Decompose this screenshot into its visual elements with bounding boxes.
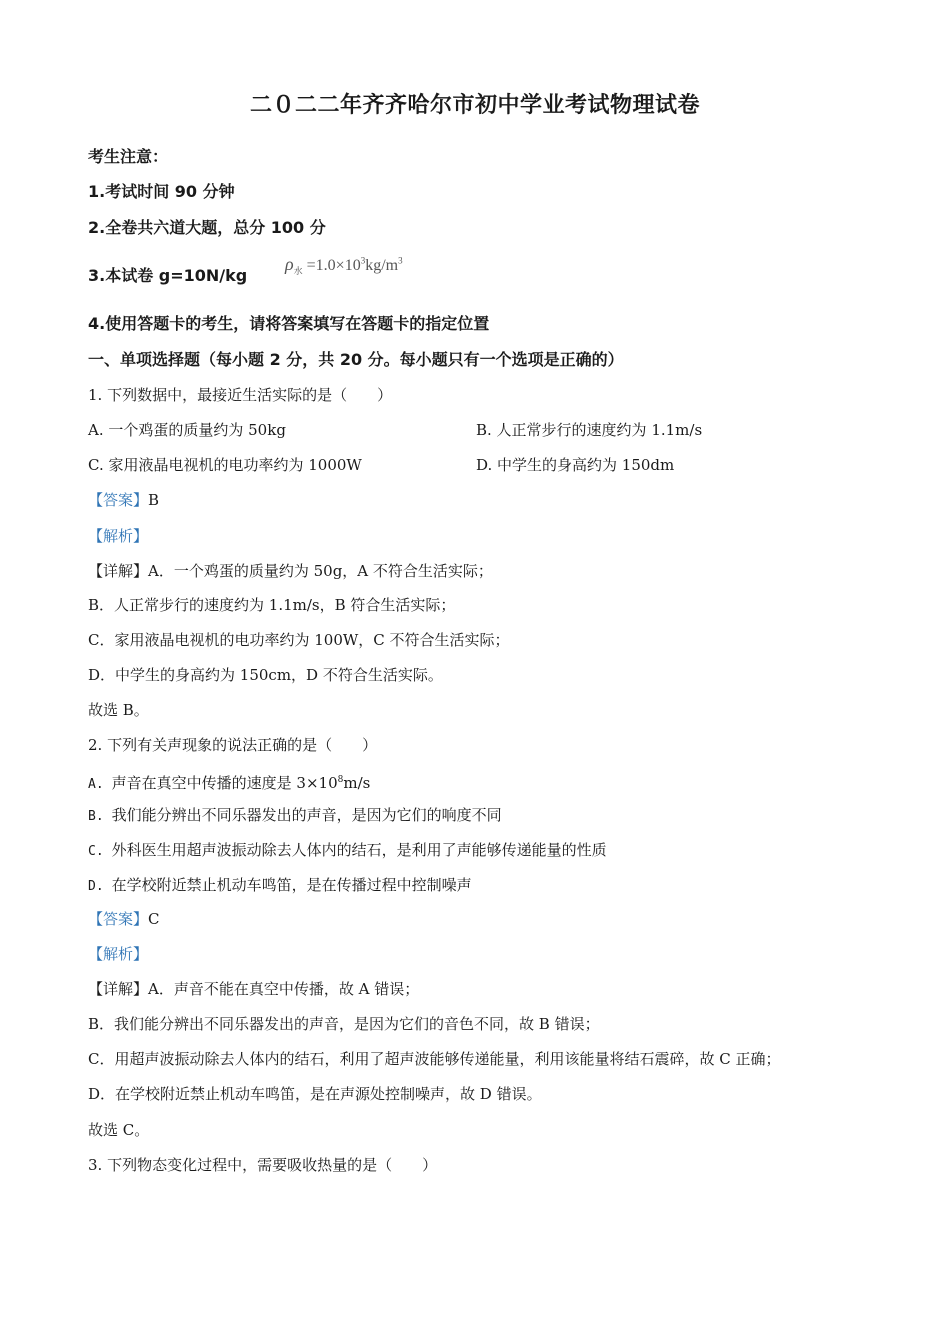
notice-item-2: 2.全卷共六道大题，总分 100 分 bbox=[88, 218, 326, 237]
water-density-formula: $\rho_水 =1.0\times 10^3kg/m^3$ bbox=[285, 254, 403, 277]
q2-detail-3: C．用超声波振动除去人体内的结石，利用了超声波能够传递能量，利用该能量将结石震碎，故 C 正确； bbox=[88, 1050, 781, 1068]
q2-option-c: C. 外科医生用超声波振动除去人体内的结石，是利用了声能够传递能量的性质 bbox=[88, 841, 607, 859]
notice-item-4: 4.使用答题卡的考生，请将答案填写在答题卡的指定位置 bbox=[88, 314, 490, 333]
q1-detail-1: 【详解】A．一个鸡蛋的质量约为 50g，A 不符合生活实际； bbox=[88, 562, 493, 580]
notice-item-3: 3.本试卷 g=10N/kg bbox=[88, 266, 248, 285]
q2-detail-2: B．我们能分辨出不同乐器发出的声音，是因为它们的音色不同，故 B 错误； bbox=[88, 1015, 600, 1033]
q2-answer: 【答案】C bbox=[88, 910, 160, 928]
q1-detail-2: B．人正常步行的速度约为 1.1m/s，B 符合生活实际； bbox=[88, 596, 456, 614]
q2-analysis-tag: 【解析】 bbox=[88, 945, 149, 963]
notice-item-1: 1.考试时间 90 分钟 bbox=[88, 182, 235, 201]
q1-analysis-tag: 【解析】 bbox=[88, 527, 149, 545]
q1-option-d: D. 中学生的身高约为 150dm bbox=[476, 456, 675, 474]
q1-stem: 1. 下列数据中，最接近生活实际的是（ ） bbox=[88, 386, 393, 404]
q1-option-b: B. 人正常步行的速度约为 1.1m/s bbox=[476, 421, 703, 439]
q2-detail-4: D．在学校附近禁止机动车鸣笛，是在声源处控制噪声，故 D 错误。 bbox=[88, 1085, 542, 1103]
q1-detail-3: C．家用液晶电视机的电功率约为 100W，C 不符合生活实际； bbox=[88, 631, 510, 649]
notice-heading: 考生注意： bbox=[88, 147, 169, 166]
q1-detail-4: D．中学生的身高约为 150cm，D 不符合生活实际。 bbox=[88, 666, 443, 684]
q1-conclusion: 故选 B。 bbox=[88, 701, 149, 719]
q2-detail-1: 【详解】A．声音不能在真空中传播，故 A 错误； bbox=[88, 980, 420, 998]
q1-option-c: C. 家用液晶电视机的电功率约为 1000W bbox=[88, 456, 362, 474]
q2-option-b: B. 我们能分辨出不同乐器发出的声音，是因为它们的响度不同 bbox=[88, 806, 502, 824]
q2-conclusion: 故选 C。 bbox=[88, 1121, 150, 1139]
q1-answer: 【答案】B bbox=[88, 491, 160, 509]
q2-stem: 2. 下列有关声现象的说法正确的是（ ） bbox=[88, 736, 378, 754]
q2-option-d: D. 在学校附近禁止机动车鸣笛，是在传播过程中控制噪声 bbox=[88, 876, 472, 894]
q1-option-a: A. 一个鸡蛋的质量约为 50kg bbox=[88, 421, 286, 439]
q2-option-a: A. 声音在真空中传播的速度是 $3\times 10^8m/s$ bbox=[88, 774, 371, 792]
q3-stem: 3. 下列物态变化过程中，需要吸收热量的是（ ） bbox=[88, 1156, 438, 1174]
section-1-heading: 一、单项选择题（每小题 2 分，共 20 分。每小题只有一个选项是正确的） bbox=[88, 350, 624, 369]
exam-title: 二０二二年齐齐哈尔市初中学业考试物理试卷 bbox=[249, 93, 700, 118]
